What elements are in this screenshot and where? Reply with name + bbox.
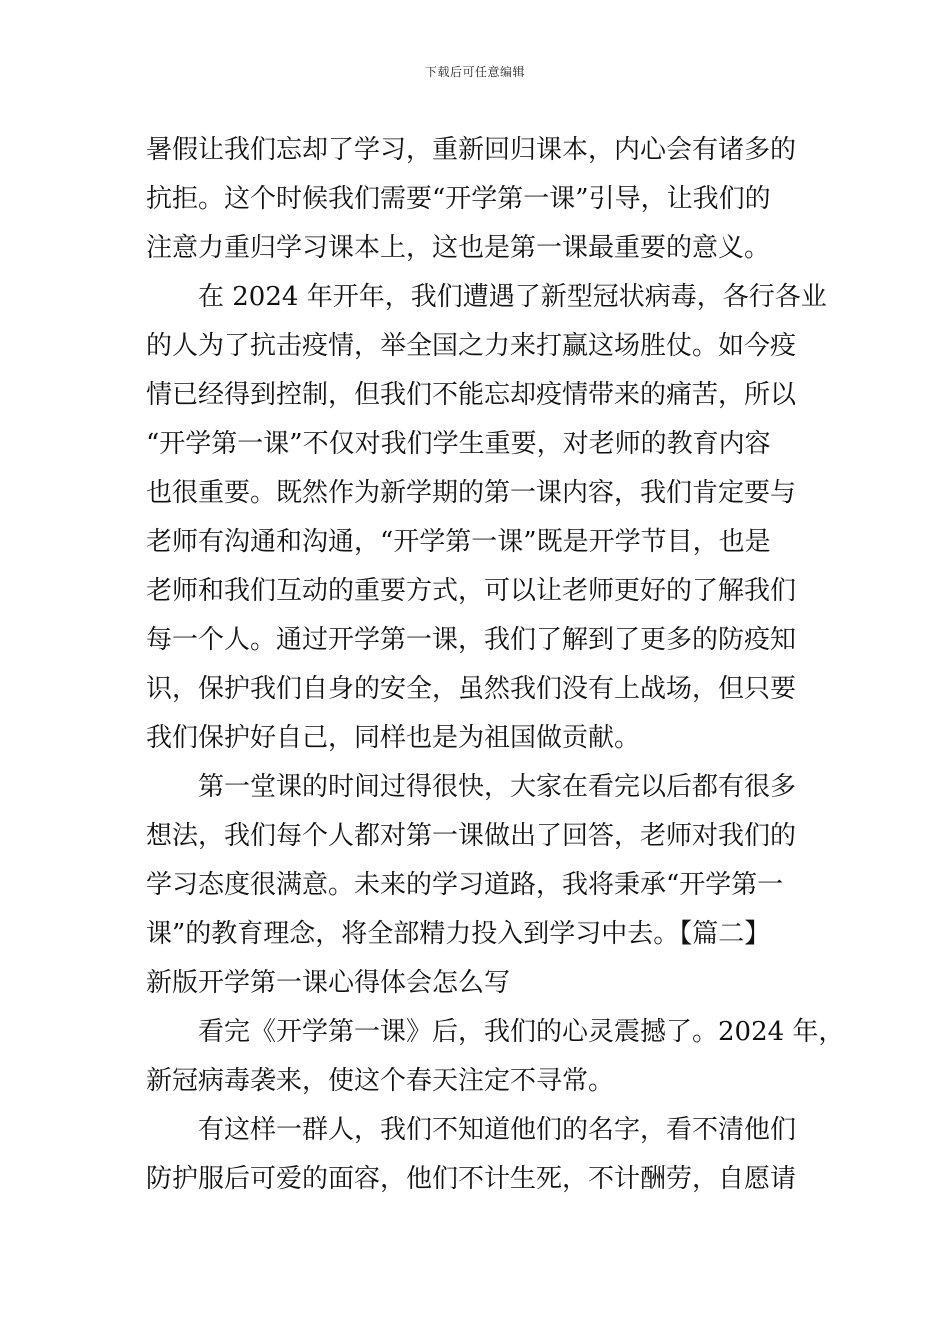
text-line-19: 看完《开学第一课》后，我们的心灵震撼了。2024 年，	[198, 1017, 845, 1047]
text-line-7: “开学第一课”不仅对我们学生重要，对老师的教育内容	[146, 429, 771, 459]
page-header: 下载后可任意编辑	[424, 65, 525, 79]
text-line-5: 的人为了抗击疫情，举全国之力来打赢这场胜仗。如今疫	[146, 331, 797, 361]
text-line-15: 想法，我们每个人都对第一课做出了回答，老师对我们的	[146, 821, 797, 851]
text-line-18: 新版开学第一课心得体会怎么写	[146, 968, 511, 998]
text-line-6: 情已经得到控制，但我们不能忘却疫情带来的痛苦，所以	[146, 380, 797, 410]
text-line-1: 暑假让我们忘却了学习，重新回归课本，内心会有诸多的	[146, 135, 797, 165]
text-line-22: 防护服后可爱的面容，他们不计生死，不计酬劳，自愿请	[146, 1164, 797, 1194]
text-line-21: 有这样一群人，我们不知道他们的名字，看不清他们	[198, 1115, 797, 1145]
text-line-12: 识，保护我们自身的安全，虽然我们没有上战场，但只要	[146, 674, 797, 704]
text-line-2: 抗拒。这个时候我们需要“开学第一课”引导，让我们的	[146, 184, 771, 214]
text-line-14: 第一堂课的时间过得很快，大家在看完以后都有很多	[198, 772, 797, 802]
text-line-9: 老师有沟通和沟通，“开学第一课”既是开学节目，也是	[146, 527, 771, 557]
text-line-17: 课”的教育理念，将全部精力投入到学习中去。【篇二】	[146, 919, 771, 949]
text-line-11: 每一个人。通过开学第一课，我们了解到了更多的防疫知	[146, 625, 797, 655]
text-line-8: 也很重要。既然作为新学期的第一课内容，我们肯定要与	[146, 478, 797, 508]
text-line-10: 老师和我们互动的重要方式，可以让老师更好的了解我们	[146, 576, 797, 606]
text-line-3: 注意力重归学习课本上，这也是第一课最重要的意义。	[146, 233, 771, 263]
text-line-16: 学习态度很满意。未来的学习道路，我将秉承“开学第一	[146, 870, 784, 900]
text-line-13: 我们保护好自己，同样也是为祖国做贡献。	[146, 723, 641, 753]
document-body	[146, 126, 845, 1204]
text-line-4: 在 2024 年开年，我们遭遇了新型冠状病毒，各行各业	[198, 282, 827, 312]
text-line-20: 新冠病毒袭来，使这个春天注定不寻常。	[146, 1066, 615, 1096]
